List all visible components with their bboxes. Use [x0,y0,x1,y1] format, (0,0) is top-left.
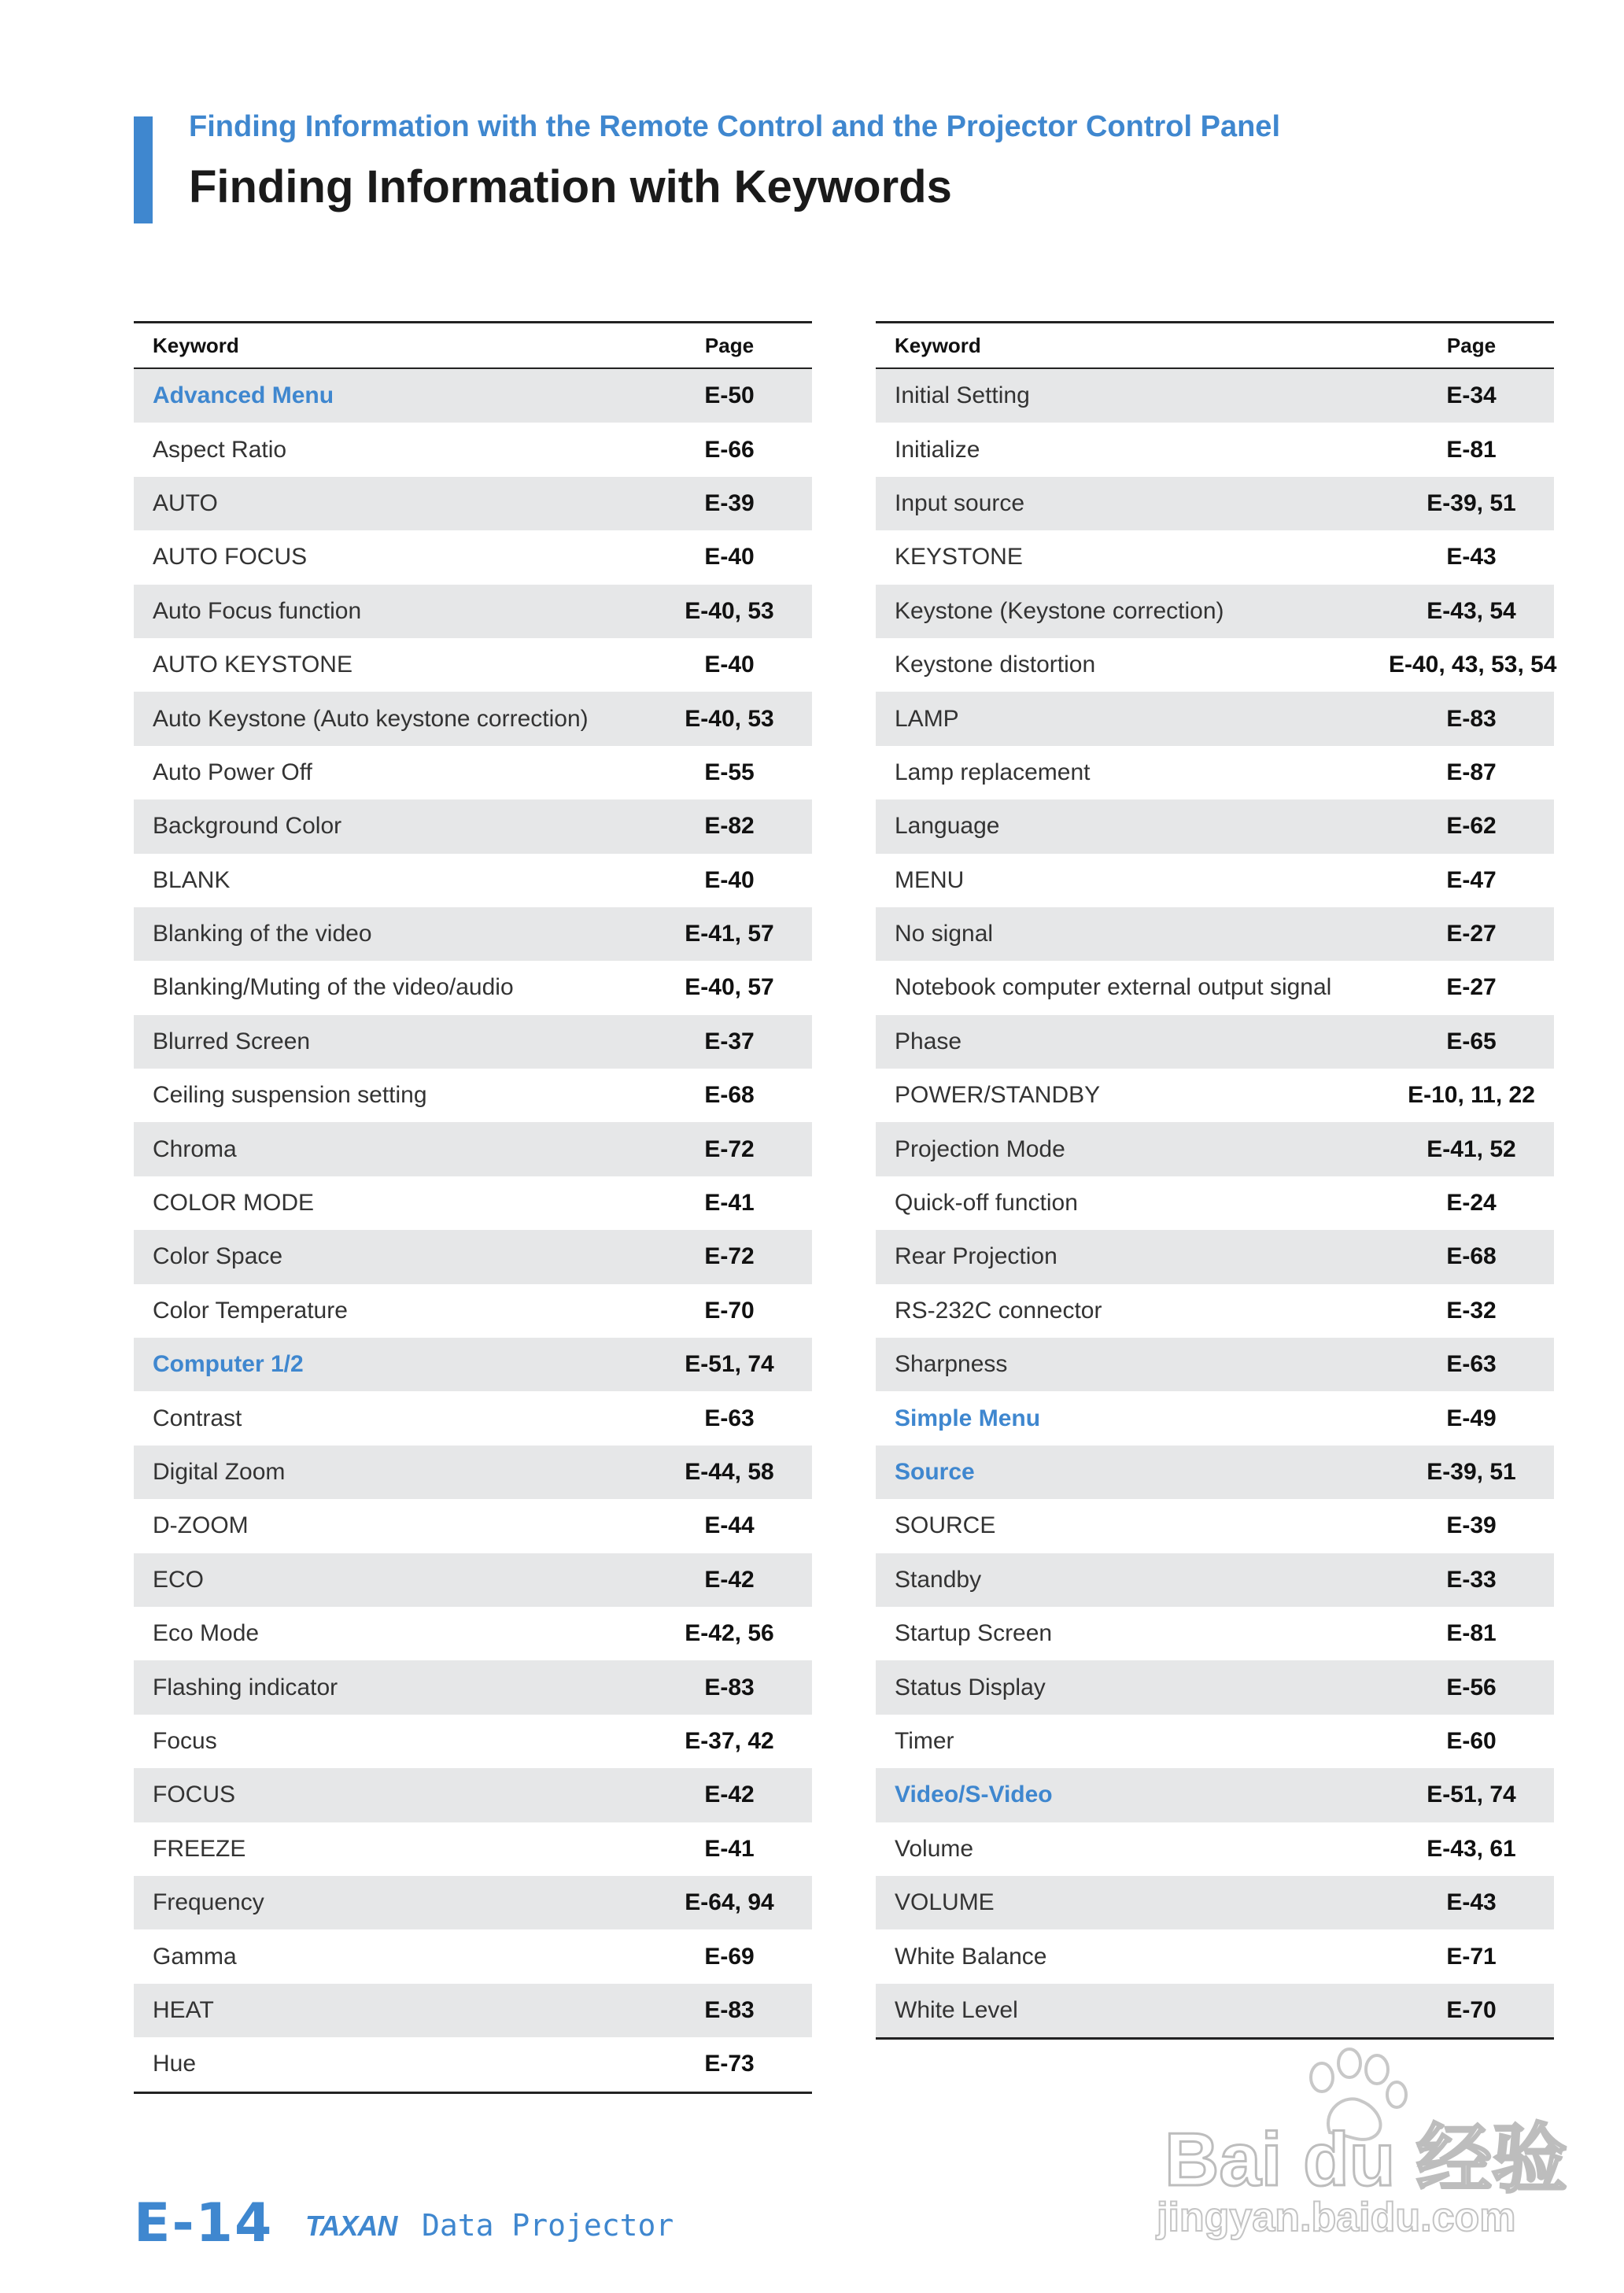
page-cell: E-39 [704,489,755,516]
keyword-cell: Color Temperature [153,1297,348,1324]
page-column-header: Page [704,333,755,357]
keyword-cell: Source [895,1459,975,1485]
table-row [876,799,1554,853]
table-row [134,1069,812,1122]
table-row [876,1391,1554,1445]
table-row [876,1876,1554,1929]
table-row [134,638,812,692]
table-row [876,1607,1554,1660]
keyword-cell: BLANK [153,866,231,893]
keyword-cell: Blanking of the video [153,921,372,947]
table-header [134,323,812,369]
table-row [134,1499,812,1553]
keyword-cell: Status Display [895,1674,1046,1700]
table-row [134,799,812,853]
watermark-text: Bai du 经验 [1164,2118,1568,2202]
table-row [876,907,1554,961]
keyword-cell: Timer [895,1727,954,1754]
keyword-cell: LAMP [895,705,959,732]
table-row [134,1553,812,1607]
table-row [876,1715,1554,1768]
page-cell: E-69 [704,1943,755,1970]
table-row [876,1122,1554,1176]
keyword-cell: MENU [895,866,965,893]
keyword-cell: Background Color [153,813,342,840]
keyword-cell: AUTO KEYSTONE [153,652,352,678]
page-cell: E-40 [704,866,755,893]
keyword-cell: HEAT [153,1996,214,2023]
page-cell: E-10, 11, 22 [1408,1082,1535,1109]
page-cell: E-71 [1446,1943,1497,1970]
page-cell: E-39, 51 [1427,489,1516,516]
page-cell: E-87 [1446,759,1497,785]
keyword-cell: Notebook computer external output signal [895,974,1332,1001]
keyword-cell: D-ZOOM [153,1512,249,1539]
table-row [876,1768,1554,1822]
table-row [134,1284,812,1338]
keyword-cell: Aspect Ratio [153,436,287,463]
keyword-cell: Input source [895,489,1025,516]
page-cell: E-56 [1446,1674,1497,1700]
page-cell: E-43, 54 [1427,597,1516,624]
keyword-column-header: Keyword [895,333,981,357]
table-row [876,1338,1554,1391]
keyword-cell: Keystone distortion [895,652,1096,678]
table-row [876,746,1554,799]
page-cell: E-49 [1446,1405,1497,1431]
table-row [134,746,812,799]
page-cell: E-40, 43, 53, 54 [1389,652,1557,678]
page-cell: E-62 [1446,813,1497,840]
table-header [876,323,1554,369]
keyword-cell: No signal [895,921,994,947]
keyword-cell: Auto Keystone (Auto keystone correction) [153,705,589,732]
table-row [876,961,1554,1014]
table-row [876,1015,1554,1069]
table-row [134,1122,812,1176]
page-cell: E-81 [1446,1620,1497,1647]
table-body [876,369,1557,2037]
keyword-cell: Chroma [153,1135,237,1162]
table-row [134,1984,812,2037]
keyword-cell: ECO [153,1566,205,1593]
page-cell: E-41 [704,1835,755,1862]
page-cell: E-39, 51 [1427,1459,1516,1485]
table-row [134,1660,812,1714]
page-cell: E-39 [1446,1512,1497,1539]
table-row [876,1230,1554,1283]
page-cell: E-81 [1446,436,1497,463]
page-cell: E-83 [704,1996,755,2023]
page-cell: E-68 [704,1082,755,1109]
table-row [876,1446,1554,1499]
keyword-cell: Eco Mode [153,1620,260,1647]
table-row [876,854,1554,907]
table-row [876,477,1554,530]
table-row [876,585,1554,638]
keyword-cell: KEYSTONE [895,544,1023,570]
table-row [876,1176,1554,1230]
keyword-cell: AUTO FOCUS [153,544,308,570]
page-cell: E-51, 74 [1427,1782,1516,1808]
keyword-cell: Sharpness [895,1351,1008,1378]
keyword-cell: Simple Menu [895,1405,1041,1431]
keyword-cell: Blurred Screen [153,1028,311,1054]
page-cell: E-41, 52 [1427,1135,1516,1162]
page-cell: E-43 [1446,1889,1497,1916]
table-row [134,369,812,423]
page-cell: E-66 [704,436,755,463]
page-cell: E-63 [1446,1351,1497,1378]
page-cell: E-40, 57 [685,974,774,1001]
table-row [134,1230,812,1283]
page-cell: E-27 [1446,921,1497,947]
table-row [134,1822,812,1876]
keyword-cell: Digital Zoom [153,1459,286,1485]
page-cell: E-63 [704,1405,755,1431]
table-row [134,1015,812,1069]
table-row [134,1338,812,1391]
page-cell: E-40, 53 [685,597,774,624]
keyword-table-right [876,321,1557,2040]
page-cell: E-60 [1446,1727,1497,1754]
table-row [134,1176,812,1230]
keyword-cell: Frequency [153,1889,264,1916]
table-row [876,692,1554,745]
section-subtitle: Finding Information with the Remote Control and the Projector Control Panel [189,110,1280,143]
table-row [134,1876,812,1929]
table-row [134,1929,812,1983]
brand-logo: TAXAN [305,2210,397,2242]
table-row [876,1929,1554,1983]
table-row [876,1284,1554,1338]
page-cell: E-50 [704,382,755,409]
page-cell: E-43 [1446,544,1497,570]
keyword-cell: Standby [895,1566,982,1593]
page-cell: E-44 [704,1512,755,1539]
table-row [134,1607,812,1660]
table-row [134,854,812,907]
table-row [876,1553,1554,1607]
table-row [134,423,812,476]
keyword-cell: Gamma [153,1943,237,1970]
keyword-cell: Startup Screen [895,1620,1053,1647]
page-cell: E-82 [704,813,755,840]
page-cell: E-37, 42 [685,1727,774,1754]
keyword-cell: Phase [895,1028,962,1054]
page-cell: E-42 [704,1566,755,1593]
keyword-cell: Auto Focus function [153,597,362,624]
table-row [876,1069,1554,1122]
keyword-cell: Auto Power Off [153,759,312,785]
keyword-cell: Volume [895,1835,974,1862]
keyword-column-header: Keyword [153,333,239,357]
keyword-cell: FREEZE [153,1835,246,1862]
table-row [134,1446,812,1499]
page-cell: E-43, 61 [1427,1835,1516,1862]
table-body [134,369,812,2092]
keyword-cell: Initialize [895,436,980,463]
page-cell: E-42, 56 [685,1620,774,1647]
table-row [134,530,812,584]
keyword-cell: Video/S-Video [895,1782,1053,1808]
keyword-cell: VOLUME [895,1889,995,1916]
page-cell: E-41, 57 [685,921,774,947]
page-title: Finding Information with Keywords [189,161,952,212]
keyword-cell: Language [895,813,1000,840]
keyword-cell: Ceiling suspension setting [153,1082,427,1109]
keyword-table-left [134,321,812,2094]
keyword-cell: White Level [895,1996,1018,2023]
page-cell: E-34 [1446,382,1497,409]
table-row [134,961,812,1014]
page-cell: E-44, 58 [685,1459,774,1485]
keyword-cell: Contrast [153,1405,242,1431]
table-row [134,907,812,961]
page-cell: E-24 [1446,1190,1497,1217]
page-cell: E-42 [704,1782,755,1808]
keyword-cell: FOCUS [153,1782,235,1808]
page-cell: E-70 [704,1297,755,1324]
keyword-cell: Rear Projection [895,1243,1057,1270]
table-row [134,1768,812,1822]
keyword-cell: Lamp replacement [895,759,1091,785]
page-cell: E-72 [704,1243,755,1270]
page-cell: E-83 [1446,705,1497,732]
page-cell: E-51, 74 [685,1351,774,1378]
table-row [876,423,1554,476]
keyword-cell: Focus [153,1727,217,1754]
keyword-cell: Initial Setting [895,382,1030,409]
keyword-cell: Color Space [153,1243,283,1270]
page-cell: E-55 [704,759,755,785]
keyword-cell: Hue [153,2051,197,2077]
page-cell: E-68 [1446,1243,1497,1270]
table-row [134,2037,812,2091]
keyword-cell: SOURCE [895,1512,996,1539]
page-cell: E-40 [704,544,755,570]
keyword-cell: POWER/STANDBY [895,1082,1101,1109]
keyword-cell: AUTO [153,489,218,516]
page-cell: E-37 [704,1028,755,1054]
keyword-cell: White Balance [895,1943,1047,1970]
keyword-cell: Advanced Menu [153,382,334,409]
table-row [134,692,812,745]
page-cell: E-73 [704,2051,755,2077]
page-cell: E-65 [1446,1028,1497,1054]
keyword-cell: RS-232C connector [895,1297,1102,1324]
table-row [134,1391,812,1445]
table-row [876,1660,1554,1714]
watermark-url: jingyan.baidu.com [1157,2195,1516,2240]
page-cell: E-72 [704,1135,755,1162]
page-cell: E-27 [1446,974,1497,1001]
page-cell: E-41 [704,1190,755,1217]
table-row [134,585,812,638]
page-number: E-14 [134,2192,274,2254]
table-row [134,477,812,530]
table-row [876,530,1554,584]
table-row [876,638,1557,692]
keyword-cell: Computer 1/2 [153,1351,304,1378]
keyword-cell: Flashing indicator [153,1674,338,1700]
page-cell: E-40 [704,652,755,678]
table-row [876,1822,1554,1876]
page-cell: E-64, 94 [685,1889,774,1916]
page-cell: E-32 [1446,1297,1497,1324]
page-column-header: Page [1446,333,1497,357]
keyword-cell: Projection Mode [895,1135,1065,1162]
table-row [134,1715,812,1768]
page-cell: E-70 [1446,1996,1497,2023]
table-row [876,1499,1554,1553]
table-row [876,369,1554,423]
page-cell: E-47 [1446,866,1497,893]
product-name: Data Projector [422,2208,674,2243]
keyword-cell: Quick-off function [895,1190,1078,1217]
page-cell: E-40, 53 [685,705,774,732]
keyword-cell: Keystone (Keystone correction) [895,597,1224,624]
title-accent-bar [134,116,153,223]
page-cell: E-83 [704,1674,755,1700]
keyword-cell: COLOR MODE [153,1190,315,1217]
table-row [876,1984,1554,2037]
page-cell: E-33 [1446,1566,1497,1593]
keyword-cell: Blanking/Muting of the video/audio [153,974,514,1001]
